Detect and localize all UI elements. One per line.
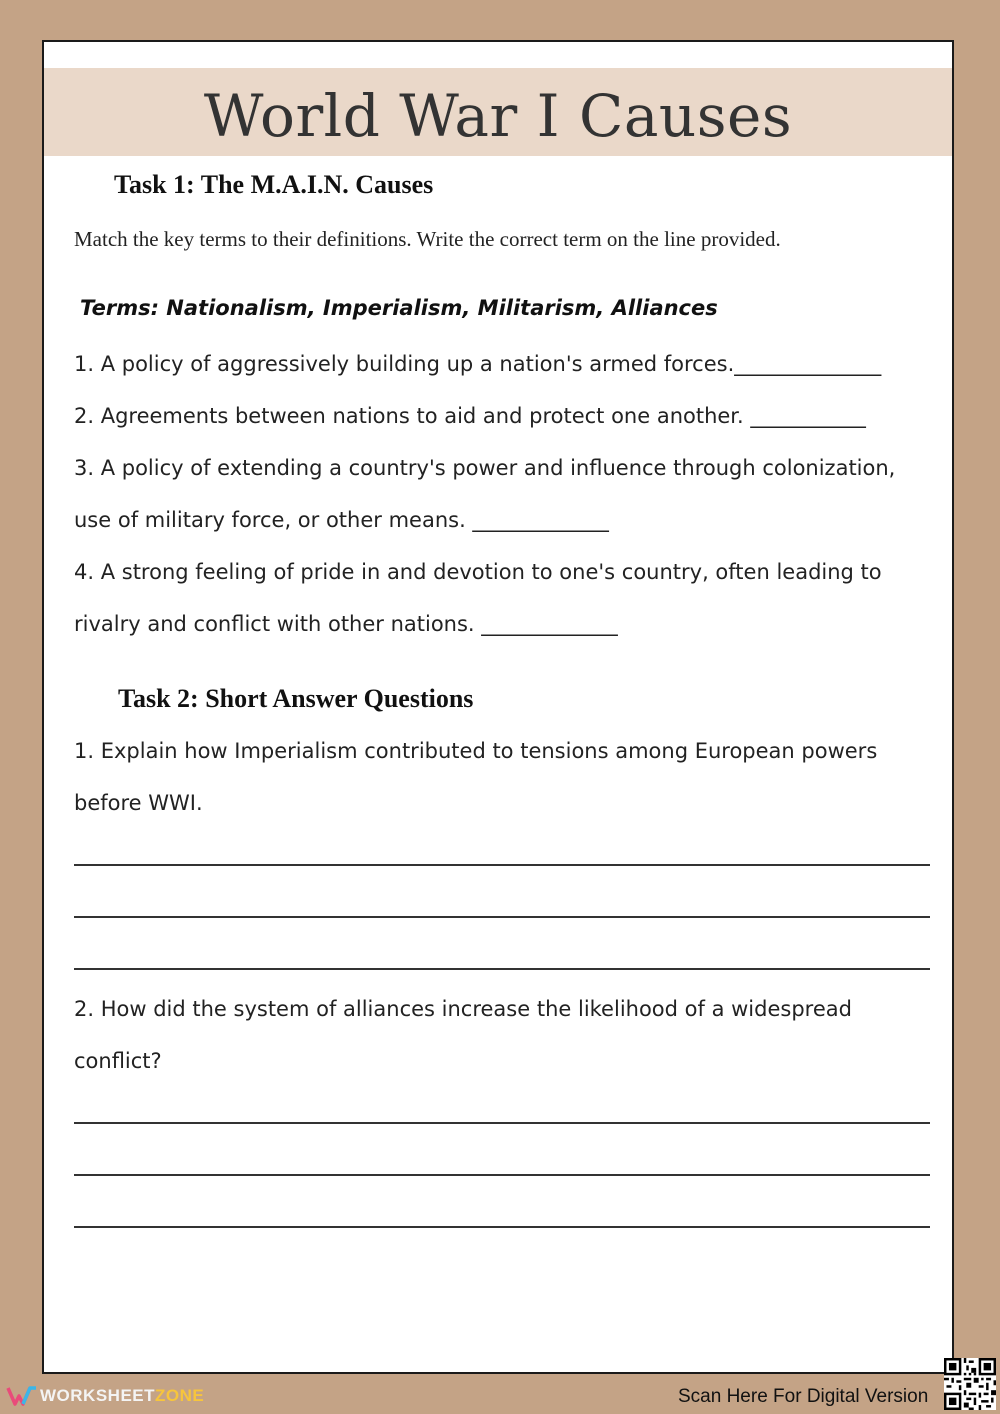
task1-item-4-cont: rivalry and conflict with other nations. _____________ [74,612,618,636]
answer-line[interactable] [74,864,930,866]
worksheetzone-logo-icon [6,1384,38,1408]
answer-line[interactable] [74,916,930,918]
task1-item-1: 1. A policy of aggressively building up a nation's armed forces.______________ [74,352,882,376]
answer-line[interactable] [74,968,930,970]
task1-item-4: 4. A strong feeling of pride in and devotion to one's country, often leading to [74,560,882,584]
worksheetzone-logo[interactable] [6,1384,204,1408]
task1-terms: Terms: Nationalism, Imperialism, Militarism, Alliances [80,296,718,320]
scan-here-text: Scan Here For Digital Version [678,1386,929,1407]
task1-item-3: 3. A policy of extending a country's power and influence through colonization, [74,456,896,480]
answer-line[interactable] [74,1226,930,1228]
task1-item-2: 2. Agreements between nations to aid and protect one another. ___________ [74,404,866,428]
task2-question-2-cont: conflict? [74,1049,162,1073]
task1-instructions: Match the key terms to their definitions. Write the correct term on the line provided. [74,227,781,251]
worksheet-page [42,40,954,1374]
page-title: World War I Causes [203,82,793,150]
logo-text: WORKSHEETZONE [40,1386,205,1405]
task2-question-1-cont: before WWI. [74,791,203,815]
task2-question-1: 1. Explain how Imperialism contributed to tensions among European powers [74,739,878,763]
task2-heading: Task 2: Short Answer Questions [118,684,474,713]
answer-line[interactable] [74,1174,930,1176]
qr-code-icon[interactable] [944,1358,996,1410]
answer-line[interactable] [74,1122,930,1124]
task2-question-2: 2. How did the system of alliances increase the likelihood of a widespread [74,997,852,1021]
task1-heading: Task 1: The M.A.I.N. Causes [114,170,434,199]
task1-item-3-cont: use of military force, or other means. _____________ [74,508,609,532]
